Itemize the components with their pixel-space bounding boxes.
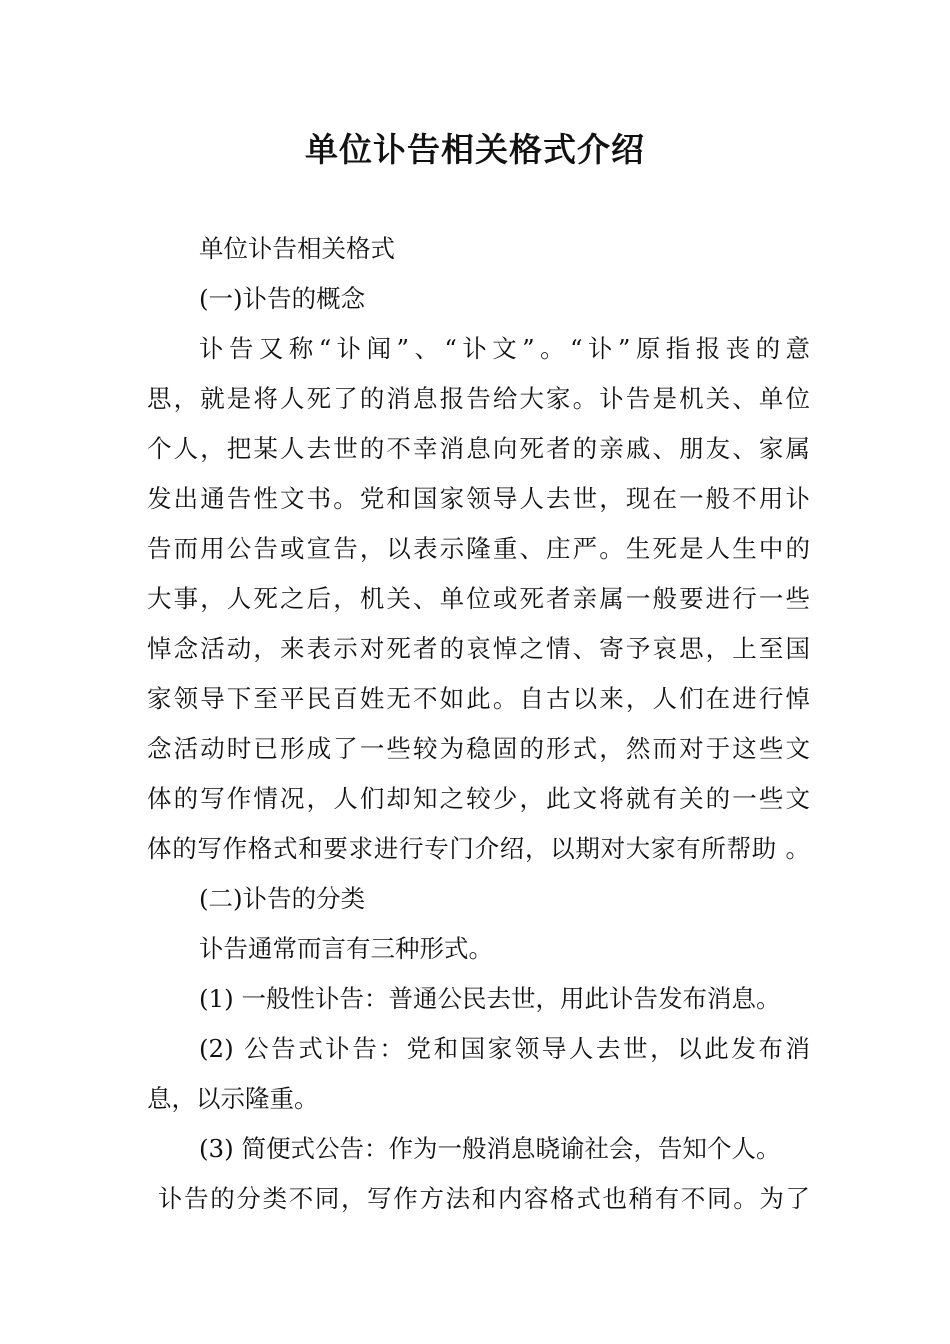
section-heading: (二)讣告的分类 [199,884,366,913]
text-line: 大事，人死之后，机关、单位或死者亲属一般要进行一些 [147,584,810,613]
text-line: 体的写作情况，人们却知之较少，此文将就有关的一些文 [147,784,810,813]
list-item: (2) 公告式讣告：党和国家领导人去世，以此发布消 [199,1034,810,1063]
document-title: 单位讣告相关格式介绍 [305,130,645,169]
text-line: 讣告通常而言有三种形式。 [199,934,493,963]
document-body [147,224,810,1224]
text-line: 悼念活动，来表示对死者的哀悼之情、寄予哀思，上至国 [147,634,810,663]
text-line: 家领导下至平民百姓无不如此。自古以来，人们在进行悼 [147,684,810,713]
text-line: 息，以示隆重。 [147,1084,319,1113]
section-heading: (一)讣告的概念 [199,284,366,313]
text-line: 体的写作格式和要求进行专门介绍，以期对大家有所帮助 。 [147,834,810,863]
text-line: 讣告又称“讣闻”、“讣文”。“讣”原指报丧的意 [199,334,810,363]
list-item: (3) 简便式公告：作为一般消息晓谕社会，告知个人。 [199,1134,781,1163]
text-line: 思，就是将人死了的消息报告给大家。讣告是机关、单位 [147,384,810,413]
text-line: 讣告的分类不同，写作方法和内容格式也稍有不同。为了 [158,1184,810,1213]
text-line: 告而用公告或宣告，以表示隆重、庄严。生死是人生中的 [147,534,810,563]
text-line: 发出通告性文书。党和国家领导人去世，现在一般不用讣 [147,484,810,513]
text-line: 念活动时已形成了一些较为稳固的形式，然而对于这些文 [147,734,810,763]
list-item: (1) 一般性讣告：普通公民去世，用此讣告发布消息。 [199,984,781,1013]
text-line: 单位讣告相关格式 [199,234,395,263]
text-line: 个人，把某人去世的不幸消息向死者的亲戚、朋友、家属 [147,434,810,463]
